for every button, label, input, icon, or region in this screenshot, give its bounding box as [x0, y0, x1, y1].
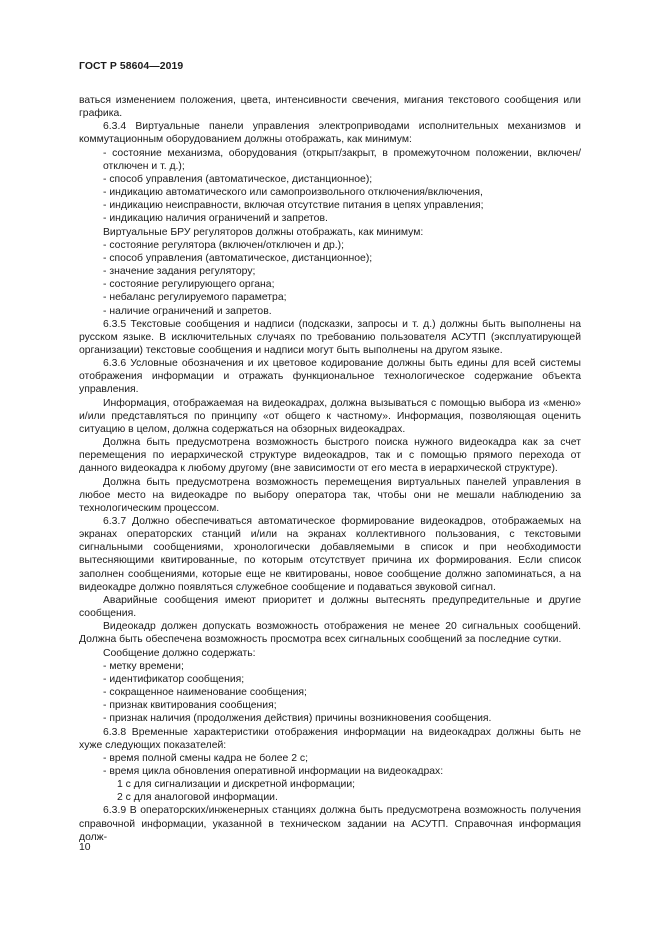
list-item: - идентификатор сообщения;	[103, 673, 245, 685]
list-item: - наличие ограничений и запретов.	[103, 305, 272, 317]
paragraph: Должна быть предусмотрена возможность перемещения виртуальных панелей управления в любое место на видеокадре по выбору оператора так, чтобы они не мешали наблюдению за технологическим процессом.	[79, 476, 581, 514]
document-body	[79, 94, 581, 844]
paragraph: Информация, отображаемая на видеокадрах, должна вызываться с помощью выбора из «меню» и/или представляться по принципу «от общего к частному». Информация, позволяющая оценить ситуацию в целом, должна содержаться на обзорных видеокадрах.	[79, 397, 581, 435]
paragraph: Аварийные сообщения имеют приоритет и должны вытеснять предупредительные и другие сообщения.	[79, 594, 581, 620]
list-item: - время полной смены кадра не более 2 с;	[103, 752, 308, 764]
list-item: - состояние механизма, оборудования (открыт/закрыт, в промежуточном положении, включен/отключен и т. д.);	[103, 147, 581, 172]
page-number: 10	[79, 842, 91, 853]
list-item: - значение задания регулятору;	[103, 266, 256, 278]
list-item: 1 с для сигнализации и дискретной информации;	[117, 779, 356, 791]
paragraph: 6.3.6 Условные обозначения и их цветовое кодирование должны быть едины для всей системы отображения информации и отражать функциональное технологическое содержание объекта управления.	[79, 358, 581, 396]
list-item: - время цикла обновления оперативной информации на видеокадрах:	[103, 765, 444, 777]
list-item: - способ управления (автоматическое, дистанционное);	[103, 252, 373, 264]
list-item: 2 с для аналоговой информации.	[117, 792, 278, 804]
paragraph: Видеокадр должен допускать возможность отображения не менее 20 сигнальных сообщений. Должна быть обеспечена возможность просмотра всех сигнальных сообщений за последние сутки.	[79, 621, 581, 646]
list-item: - индикацию неисправности, включая отсутствие питания в цепях управления;	[103, 200, 484, 212]
list-item: - способ управления (автоматическое, дистанционное);	[103, 173, 373, 185]
list-item: - признак квитирования сообщения;	[103, 700, 277, 712]
paragraph: ваться изменением положения, цвета, интенсивности свечения, мигания текстового сообщения или графика.	[79, 95, 581, 120]
paragraph: 6.3.7 Должно обеспечиваться автоматическое формирование видеокадров, отображаемых на экранах операторских станций и/или на экранах коллективного пользования, с текстовыми сигнальными сообщениями, хронологически добавляемыми в список и при необходимости вытесняющими квитированные, по которым отсутствует причина их формирования. Если список заполнен сообщениями, которые еще не квитированы, новое сообщение должно запоминаться, а на видеокадре должно появляться служебное сообщение и подаваться звуковой сигнал.	[79, 516, 581, 593]
list-item: - небаланс регулируемого параметра;	[103, 292, 287, 304]
paragraph: Должна быть предусмотрена возможность быстрого поиска нужного видеокадра как за счет перемещения по иерархической структуре видеокадров, так и с помощью прямого перехода от данного видеокадра к любому другому (вне зависимости от его места в иерархической структуре).	[79, 437, 581, 475]
paragraph: 6.3.8 Временные характеристики отображения информации на видеокадрах должны быть не хуже следующих показателей:	[79, 726, 581, 751]
list-item: - метку времени;	[103, 660, 184, 672]
paragraph: 6.3.4 Виртуальные панели управления электроприводами исполнительных механизмов и коммутационным оборудованием должны отображать, как минимум:	[79, 121, 581, 146]
paragraph: 6.3.5 Текстовые сообщения и надписи (подсказки, запросы и т. д.) должны быть выполнены на русском языке. В исключительных случаях по требованию пользователя АСУТП (эксплуатирующей организации) текстовые сообщения и надписи могут быть выполнены на другом языке.	[79, 318, 581, 356]
list-item: - признак наличия (продолжения действия) причины возникновения сообщения.	[103, 713, 492, 725]
list-item: - сокращенное наименование сообщения;	[103, 687, 307, 699]
paragraph: 6.3.9 В операторских/инженерных станциях должна быть предусмотрена возможность получения справочной информации, указанной в техническом задании на АСУТП. Справочная информация долж-	[79, 805, 581, 843]
paragraph: Сообщение должно содержать:	[103, 647, 256, 659]
list-item: - индикацию наличия ограничений и запретов.	[103, 213, 328, 225]
paragraph: Виртуальные БРУ регуляторов должны отображать, как минимум:	[103, 226, 424, 238]
list-item: - состояние регулирующего органа;	[103, 279, 275, 291]
document-header: ГОСТ Р 58604—2019	[79, 61, 184, 72]
list-item: - индикацию автоматического или самопроизвольного отключения/включения,	[103, 187, 483, 199]
list-item: - состояние регулятора (включен/отключен и др.);	[103, 239, 345, 251]
